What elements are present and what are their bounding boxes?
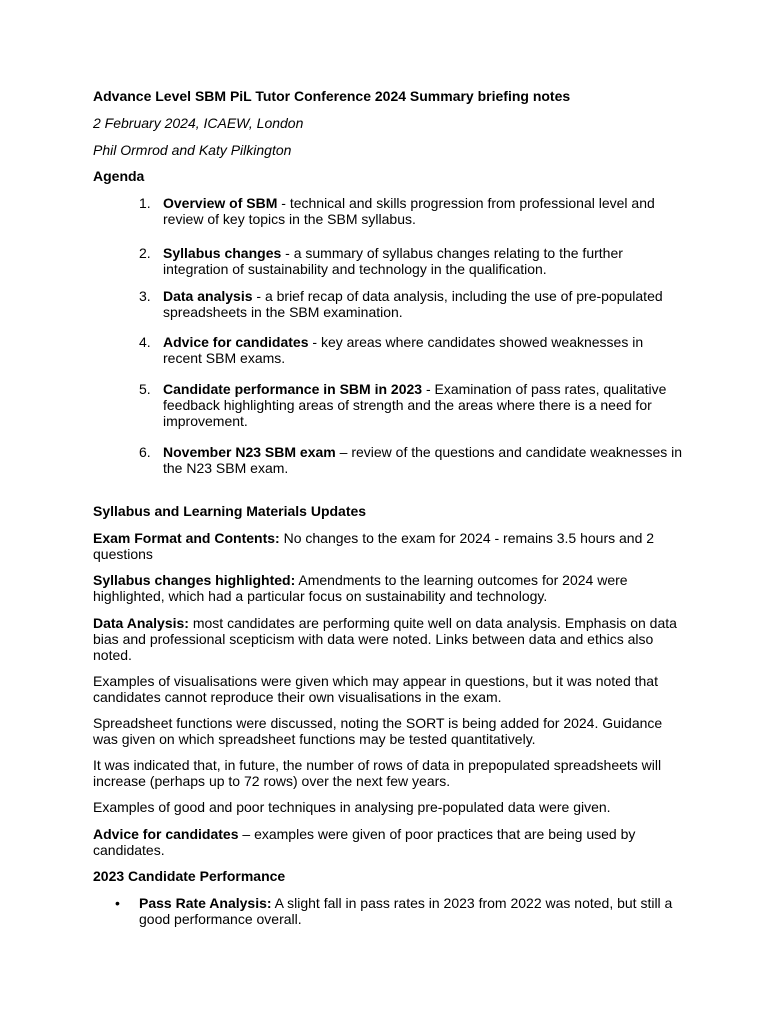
bullet-icon: • — [115, 895, 120, 911]
agenda-item-number: 4. — [139, 334, 151, 350]
performance-item-text: A slight fall in pass rates in 2023 from 2022 was noted, but still a good performance overall. — [139, 895, 673, 927]
agenda-item-number: 3. — [139, 288, 151, 304]
agenda-item-title: Overview of SBM — [163, 195, 278, 211]
advice-paragraph — [93, 826, 683, 858]
data-analysis-text: most candidates are performing quite well on data analysis. Emphasis on data bias and professional scepticism with data were noted. Links between data and ethics also noted. — [93, 615, 677, 663]
agenda-item-title: Syllabus changes — [163, 245, 282, 261]
visualisations-paragraph: Examples of visualisations were given which may appear in questions, but it was noted that candidates cannot reproduce their own visualisations in the exam. — [93, 673, 658, 705]
performance-heading: 2023 Candidate Performance — [93, 868, 286, 884]
syllabus-changes-label: Syllabus changes highlighted: — [93, 572, 296, 588]
agenda-item-3 — [93, 288, 683, 320]
performance-item-label: Pass Rate Analysis: — [139, 895, 272, 911]
data-analysis-paragraph — [93, 615, 683, 663]
agenda-heading: Agenda — [93, 168, 145, 184]
advice-label: Advice for candidates — [93, 826, 239, 842]
agenda-item-text: - key areas where candidates showed weaknesses in recent SBM exams. — [163, 334, 644, 366]
advice-text: – examples were given of poor practices that are being used by candidates. — [93, 826, 636, 858]
performance-item — [93, 895, 683, 927]
agenda-item-text: – review of the questions and candidate weaknesses in the N23 SBM exam. — [163, 444, 683, 476]
document-title: Advance Level SBM PiL Tutor Conference 2024 Summary briefing notes — [93, 88, 571, 104]
syllabus-changes-text: Amendments to the learning outcomes for 2024 were highlighted, which had a particular focus on sustainability and technology. — [93, 572, 628, 604]
agenda-list — [93, 195, 683, 476]
agenda-item-number: 5. — [139, 381, 151, 397]
agenda-item-title: Advice for candidates — [163, 334, 309, 350]
agenda-item-number: 2. — [139, 245, 151, 261]
agenda-item-number: 6. — [139, 444, 151, 460]
exam-format-paragraph — [93, 530, 683, 562]
agenda-item-6 — [93, 444, 683, 476]
syllabus-heading: Syllabus and Learning Materials Updates — [93, 503, 367, 519]
agenda-item-text: - Examination of pass rates, qualitative feedback highlighting areas of strength and the areas where there is a need for improvement. — [163, 381, 667, 429]
performance-list — [93, 895, 683, 927]
agenda-item-text: - technical and skills progression from professional level and review of key topics in the SBM syllabus. — [163, 195, 655, 227]
agenda-item-number: 1. — [139, 195, 151, 211]
data-analysis-label: Data Analysis: — [93, 615, 189, 631]
rows-paragraph: It was indicated that, in future, the number of rows of data in prepopulated spreadsheets will increase (perhaps up to 72 rows) over the next few years. — [93, 757, 662, 789]
exam-format-label: Exam Format and Contents: — [93, 530, 280, 546]
techniques-paragraph: Examples of good and poor techniques in analysing pre-populated data were given. — [93, 799, 611, 815]
syllabus-changes-paragraph — [93, 572, 683, 604]
agenda-item-title: Data analysis — [163, 288, 253, 304]
agenda-item-5 — [93, 381, 683, 429]
agenda-item-2 — [93, 245, 683, 277]
spreadsheet-paragraph: Spreadsheet functions were discussed, noting the SORT is being added for 2024. Guidance was given on which spreadsheet functions may be tested quantitatively. — [93, 715, 663, 747]
agenda-item-4 — [93, 334, 683, 366]
agenda-item-title: November N23 SBM exam — [163, 444, 336, 460]
agenda-item-text: - a summary of syllabus changes relating to the further integration of sustainability and technology in the qualification. — [163, 245, 623, 277]
document-page — [93, 88, 683, 927]
date-location: 2 February 2024, ICAEW, London — [93, 115, 304, 131]
agenda-item-title: Candidate performance in SBM in 2023 — [163, 381, 423, 397]
authors: Phil Ormrod and Katy Pilkington — [93, 142, 292, 158]
agenda-item-text: - a brief recap of data analysis, including the use of pre-populated spreadsheets in the SBM examination. — [163, 288, 663, 320]
agenda-item-1 — [93, 195, 683, 227]
exam-format-text: No changes to the exam for 2024 - remains 3.5 hours and 2 questions — [93, 530, 655, 562]
